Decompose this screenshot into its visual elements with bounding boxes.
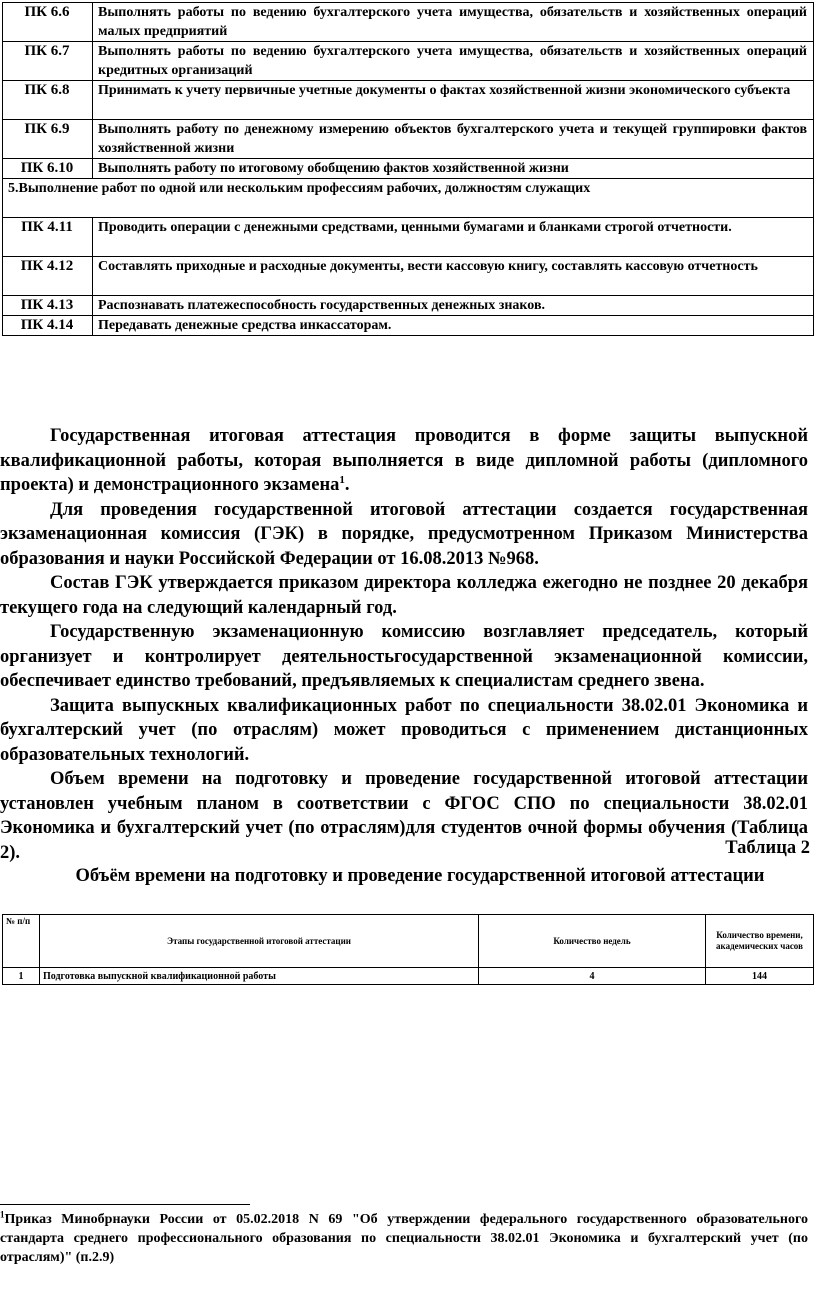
paragraph-end: . [344,475,350,495]
footnote [0,1210,808,1267]
table-row [3,296,814,316]
paragraph: Государственную экзаменационную комиссию возглавляет председатель, который организует и контролирует деятельностьгосударственной экзаменационной комиссии, обеспечивает единство требований, предъявляемых к специалистам среднего звена. [0,622,808,691]
table-header-row [3,915,814,968]
table-row [3,316,814,336]
competency-text: Принимать к учету первичные учетные документы о фактах хозяйственной жизни экономического субъекта [93,81,814,120]
footnote-ref[interactable]: 1 [339,473,345,486]
competency-code: ПК 6.10 [3,159,93,179]
table-row [3,218,814,257]
table-row [3,968,814,985]
table-number: Таблица 2 [725,838,810,858]
header-hours: Количество времени, академических часов [706,915,814,968]
paragraph: Для проведения государственной итоговой аттестации создается государственная экзаменационная комиссия (ГЭК) в порядке, предусмотренном Приказом Министерства образования и науки Российской Федерации от 16.08.2013 №968. [0,499,808,569]
table-row [3,179,814,218]
table-row [3,120,814,159]
competency-code: ПК 6.8 [3,81,93,120]
competencies-table [2,2,814,336]
competency-code: ПК 4.11 [3,218,93,257]
competency-text: Выполнять работы по ведению бухгалтерского учета имущества, обязательств и хозяйственных операций кредитных организаций [93,42,814,81]
hours-table [2,914,814,985]
section-heading: 5.Выполнение работ по одной или нескольким профессиям рабочих, должностям служащих [3,179,814,218]
competency-text: Составлять приходные и расходные документы, вести кассовую книгу, составлять кассовую отчетность [93,257,814,296]
footnote-text: Приказ Минобрнауки России от 05.02.2018 N 69 "Об утверждении федерального государственного образовательного стандарта среднего профессионального образования по специальности 38.02.01 Экономика и бухгалтерский учет (по отраслям)" (п.2.9) [0,1212,808,1265]
table-row [3,3,814,42]
footnote-marker: 1 [0,1209,5,1220]
table-row [3,159,814,179]
competency-text: Проводить операции с денежными средствами, ценными бумагами и бланками строгой отчетности. [93,218,814,257]
competency-text: Выполнять работы по ведению бухгалтерского учета имущества, обязательств и хозяйственных операций малых предприятий [93,3,814,42]
competency-code: ПК 6.9 [3,120,93,159]
body-text [0,424,808,865]
table-row [3,81,814,120]
footnote-separator [0,1204,250,1205]
header-weeks: Количество недель [479,915,706,968]
competency-code: ПК 6.7 [3,42,93,81]
cell-stage: Подготовка выпускной квалификационной работы [40,968,479,985]
table-row [3,42,814,81]
table-title: Объём времени на подготовку и проведение государственной итоговой аттестации [75,866,765,886]
cell-hours: 144 [706,968,814,985]
cell-weeks: 4 [479,968,706,985]
competency-code: ПК 6.6 [3,3,93,42]
header-stage: Этапы государственной итоговой аттестации [40,915,479,968]
header-num: № п/п [3,915,40,968]
competency-code: ПК 4.14 [3,316,93,336]
competency-code: ПК 4.13 [3,296,93,316]
competency-text: Передавать денежные средства инкассаторам. [93,316,814,336]
paragraph: Состав ГЭК утверждается приказом директора колледжа ежегодно не позднее 20 декабря текущего года на следующий календарный год. [0,573,808,618]
paragraph [0,424,808,498]
table-row [3,257,814,296]
paragraph: Защита выпускных квалификационных работ по специальности 38.02.01 Экономика и бухгалтерский учет (по отраслям) может проводиться с применением дистанционных образовательных технологий. [0,695,808,765]
competency-text: Выполнять работу по денежному измерению объектов бухгалтерского учета и текущей группировки фактов хозяйственной жизни [93,120,814,159]
paragraph-text: Государственная итоговая аттестация проводится в форме защиты выпускной квалификационной работы, которая выполняется в виде дипломной работы (дипломного проекта) и демонстрационного экзамена [0,426,808,495]
competency-text: Выполнять работу по итоговому обобщению фактов хозяйственной жизни [93,159,814,179]
cell-num: 1 [3,968,40,985]
competency-code: ПК 4.12 [3,257,93,296]
competency-text: Распознавать платежеспособность государственных денежных знаков. [93,296,814,316]
paragraph: Объем времени на подготовку и проведение государственной итоговой аттестации установлен учебным планом в соответствии с ФГОС СПО по специальности 38.02.01 Экономика и бухгалтерский учет (по отраслям)для студентов очной формы обучения (Таблица 2). [0,769,808,863]
